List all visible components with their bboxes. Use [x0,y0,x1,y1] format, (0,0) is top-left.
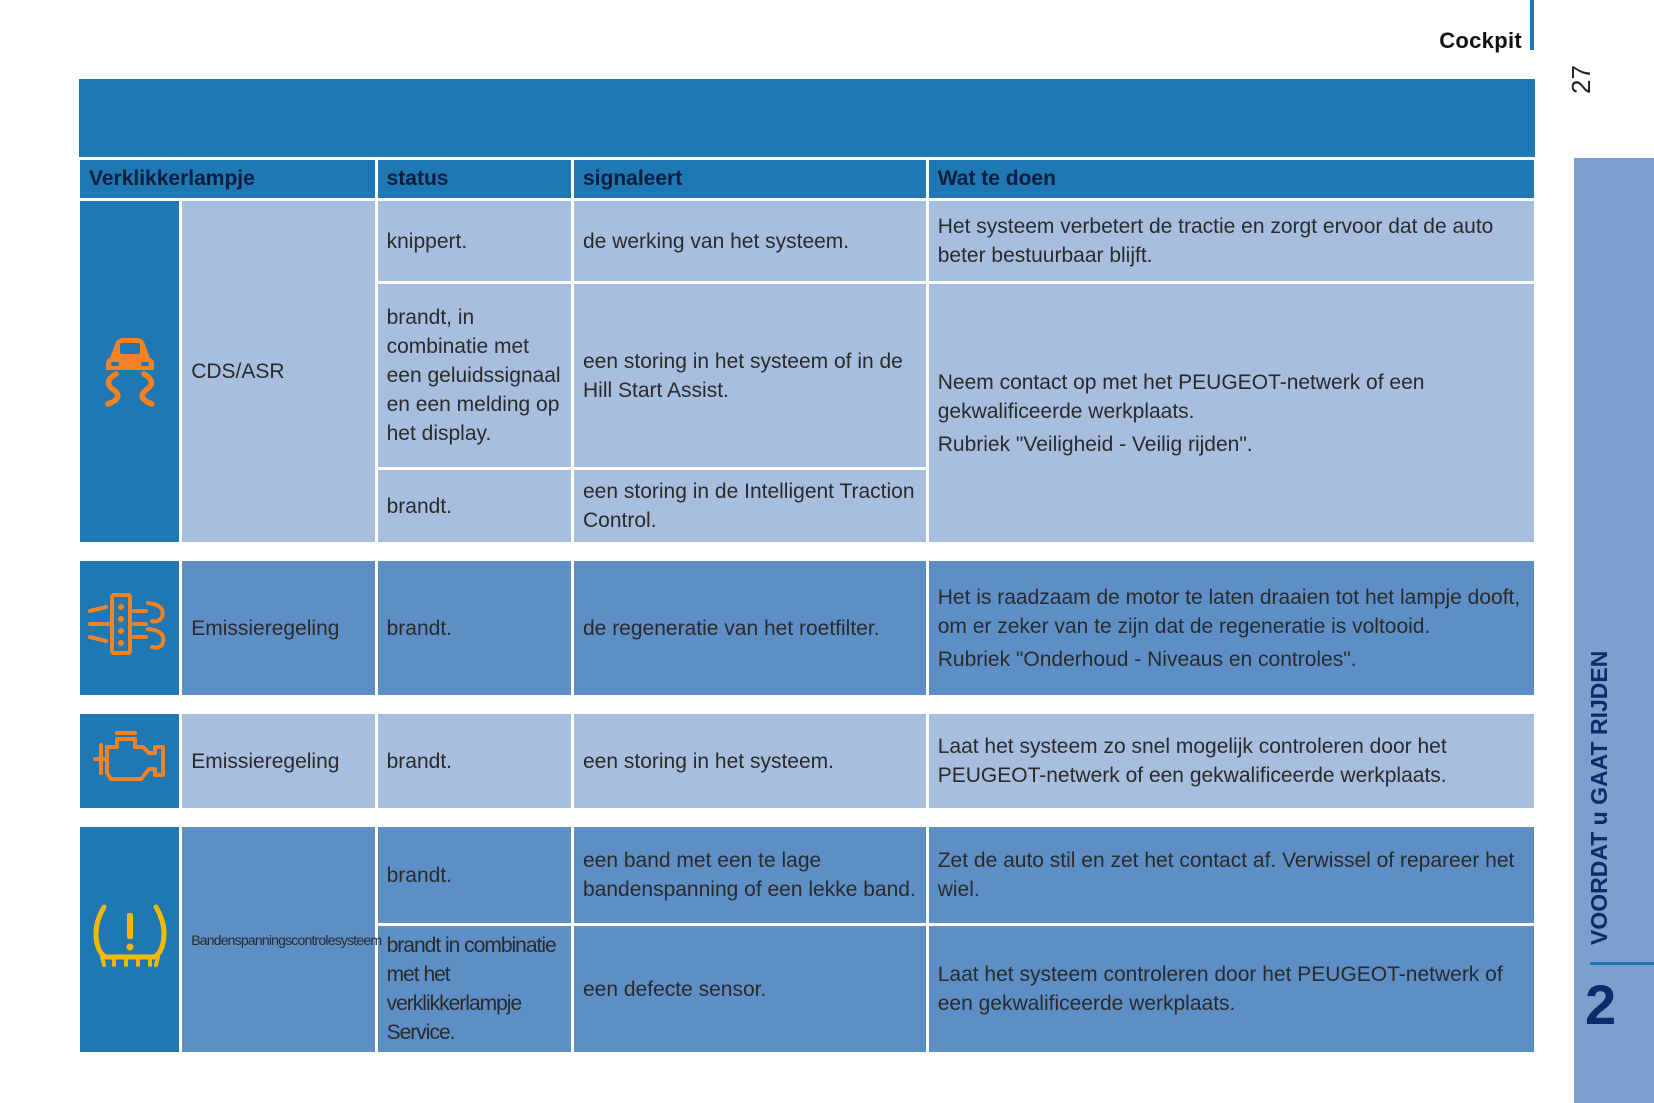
action-cell: Zet de auto stil en zet het contact af. Verwissel of repareer het wiel. [929,827,1534,923]
status-cell: brandt. [378,714,571,808]
status-cell: knippert. [378,201,571,281]
table-row [80,561,1534,695]
lamp-name: Bandenspanningscontrolesysteem [182,827,374,1052]
status-cell: brandt, in combinatie met een geluidssignaal en een melding op het display. [378,284,571,467]
action-reference: Rubriek "Onderhoud - Niveaus en controles". [937,647,1357,671]
action-text: Het is raadzaam de motor te laten draaien tot het lampje dooft, om er zeker van te zijn dat de regeneratie is voltooid. [937,585,1521,638]
chapter-number: 2 [1585,973,1617,1036]
lamp-name: Emissieregeling [182,561,374,695]
status-cell: brandt. [378,470,571,542]
status-cell: brandt. [378,827,571,923]
table-row [80,827,1534,923]
table-row [80,714,1534,808]
lamp-icon-cell [80,827,179,1052]
signal-cell: een band met een te lage bandenspanning of een lekke band. [574,827,926,923]
action-cell [929,561,1534,695]
signal-cell: een storing in het systeem. [574,714,926,808]
table-row [80,201,1534,281]
row-separator [80,698,1534,711]
signal-cell: een defecte sensor. [574,926,926,1052]
action-cell: Het systeem verbetert de tractie en zorgt ervoor dat de auto beter bestuurbaar blijft. [929,201,1534,281]
page-number: 27 [1566,65,1596,94]
section-title: Cockpit [1439,28,1522,53]
traction-control-icon [92,328,168,408]
lamp-icon-cell [80,561,179,695]
action-cell: Laat het systeem controleren door het PEUGEOT-netwerk of een gekwalificeerde werkplaats. [929,926,1534,1052]
status-cell: brandt in combinatie met het verklikkerlampje Service. [378,926,571,1052]
column-header-action: Wat te doen [929,160,1534,198]
row-separator [80,811,1534,824]
column-header-status: status [378,160,571,198]
signal-cell: een storing in het systeem of in de Hill Start Assist. [574,284,926,467]
action-cell: Laat het systeem zo snel mogelijk controleren door het PEUGEOT-netwerk of een gekwalificeerde werkplaats. [929,714,1534,808]
signal-cell: de regeneratie van het roetfilter. [574,561,926,695]
header-rule [1530,0,1534,50]
status-cell: brandt. [378,561,571,695]
row-separator [80,545,1534,558]
warning-lights-table [77,157,1537,1055]
chapter-rule [1590,962,1654,965]
engine-icon [91,727,169,787]
particle-filter-icon [86,589,174,659]
column-header-signal: signaleert [574,160,926,198]
signal-cell: de werking van het systeem. [574,201,926,281]
tyre-pressure-icon [88,901,172,971]
column-header-lamp: Verklikkerlampje [80,160,375,198]
table-header-row [80,160,1534,198]
action-cell [929,284,1534,542]
lamp-icon-cell [80,201,179,542]
lamp-name: CDS/ASR [182,201,374,542]
signal-cell: een storing in de Intelligent Traction Control. [574,470,926,542]
action-reference: Rubriek "Veiligheid - Veilig rijden". [937,432,1253,456]
table-title-band [79,79,1535,157]
chapter-title: VOORDAT u GAAT RIJDEN [1586,650,1612,945]
lamp-name: Emissieregeling [182,714,374,808]
lamp-icon-cell [80,714,179,808]
action-text: Neem contact op met het PEUGEOT-netwerk of een gekwalificeerde werkplaats. [937,370,1425,423]
